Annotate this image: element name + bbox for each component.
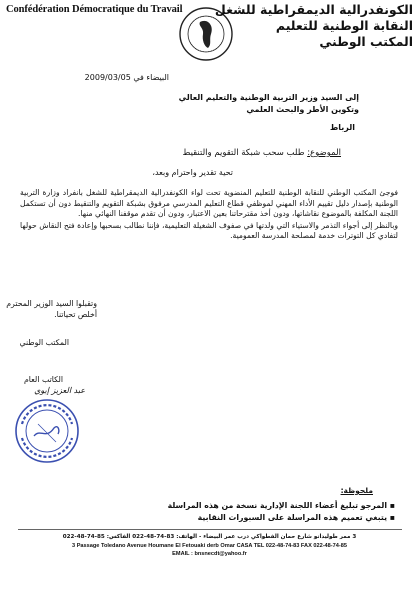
recipient-city: الرباط xyxy=(329,123,355,132)
org-ar-line-1: الكونفدرالية الديمقراطية للشغل xyxy=(214,2,413,17)
org-ar-line-2: النقابة الوطنية للتعليم xyxy=(275,18,413,33)
official-stamp xyxy=(14,398,80,464)
closing-line-2: أخلص تحياتنا. xyxy=(54,310,97,319)
dateline xyxy=(85,73,169,82)
recipient-line-2: وتكوين الأطر والبحث العلمي xyxy=(246,105,359,114)
subject-text: طلب سحب شبكة التقويم والتنقيط xyxy=(182,148,305,158)
letter-body xyxy=(20,188,398,243)
bullet-icon: ▪ xyxy=(387,513,395,522)
body-paragraph-1: فوجئ المكتب الوطني للنقابة الوطنية للتعليم المنضوية تحت لواء الكونفدرالية الديمقراطية للشغل بانفراد وزارة التربية الوطنية بإصدار دليل تقييم الأداء المهني لموظفي قطاع التعليم المدرسي مرفوق بشبكة التقويم والتنقيط دون أن تستكمل اللجنة المكلفة بالموضوع نقاشاتها، ودون أخذ مقترحاتنا بعين الاعتبار، ودون أن تقدم موقفنا النهائي منها. xyxy=(20,188,398,219)
closing-line-1: وتقبلوا السيد الوزير المحترم xyxy=(6,299,97,308)
footer-address-arabic: 3 ممر طوليدانو شارع حمان الفطواكي درب عمر البيضاء - الهاتف: 83-74-48-022 الفاكس: 85-74-48-022 xyxy=(62,534,357,540)
body-paragraph-2: وبالنظر إلى أجواء التذمر والاستياء التي ولدتها في صفوف الشغيلة التعليمية، فإننا نطالب بسحبها وإعادة فتح النقاش حولها لتفادي كل التوترات خدمة لمصلحة المدرسة العمومية. xyxy=(20,220,398,241)
note-item-2 xyxy=(168,512,395,524)
footer-divider xyxy=(18,529,402,530)
notes-list xyxy=(168,500,395,524)
bullet-icon: ▪ xyxy=(387,501,395,510)
subject-label: الموضوع: xyxy=(307,148,341,158)
note-item-2-text: يتبغي تعميم هذه المراسلة على السبورات النقابية xyxy=(197,513,387,522)
signature-name: عبد العزيز إيوي xyxy=(34,386,85,395)
org-ar-line-3: المكتب الوطني xyxy=(319,34,413,49)
note-item-1 xyxy=(168,500,395,512)
subject-line xyxy=(183,148,342,158)
notes-title: ملحوظة: xyxy=(340,486,373,495)
greeting: تحية تقدير واحترام وبعد، xyxy=(152,168,233,177)
org-name-arabic xyxy=(208,2,413,50)
org-name-french: Confédération Démocratique du Travail xyxy=(6,4,183,15)
dateline-date: 2009/03/05 xyxy=(84,73,131,82)
signature-title: الكاتب العام xyxy=(23,375,63,384)
dateline-place: البيضاء في xyxy=(133,73,169,82)
signature-office: المكتب الوطني xyxy=(19,338,69,347)
footer-address-french: 3 Passage Toledano Avenue Houmane El Fetouaki derb Omar CASA TEL 022-48-74-83 FAX 022-48-74-85 xyxy=(72,542,347,549)
note-item-1-text: المرجو تبليغ أعضاء اللجنة الإدارية نسخة من هذه المراسلة xyxy=(167,501,387,510)
recipient-line-1: إلى السيد وزير التربية الوطنية والتعليم العالي xyxy=(178,93,359,102)
closing xyxy=(0,298,97,320)
recipient-block xyxy=(179,92,359,116)
footer-email: EMAIL : bnsnecdt@yahoo.fr xyxy=(172,551,247,558)
footer xyxy=(0,533,419,559)
